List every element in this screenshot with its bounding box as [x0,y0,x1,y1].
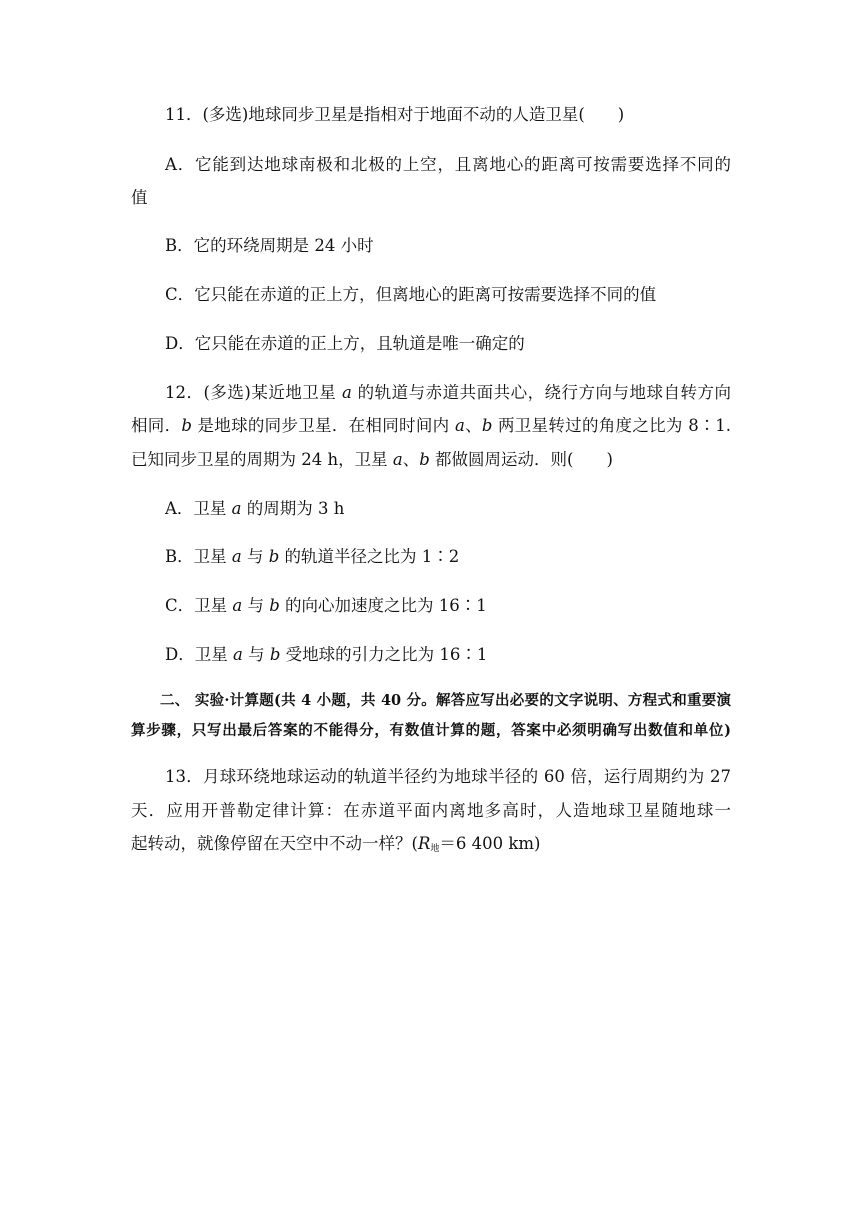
q11-option-a-line1: A．它能到达地球南极和北极的上空，且离地心的距离可按需要选择不同的 [165,155,731,174]
q12-stem-line2: 相同．b 是地球的同步卫星．在相同时间内 a、b 两卫星转过的角度之比为 8∶1. [131,416,732,435]
q13-line3: 起转动，就像停留在天空中不动一样？($R_地=6$ 400 km) [131,834,541,854]
q12-option-d: D．卫星 a 与 b 受地球的引力之比为 16∶1 [165,645,488,664]
q13-line2: 天．应用开普勒定律计算：在赤道平面内离地多高时，人造地球卫星随地球一 [131,801,731,820]
q13-line1: 13．月球环绕地球运动的轨道半径约为地球半径的 60 倍，运行周期约为 27 [165,767,731,786]
q12-stem-line1: 12．(多选)某近地卫星 a 的轨道与赤道共面共心，绕行方向与地球自转方向 [165,383,731,402]
q11-option-d: D．它只能在赤道的正上方，且轨道是唯一确定的 [165,334,525,353]
q11-stem: 11．(多选)地球同步卫星是指相对于地面不动的人造卫星( ) [165,105,625,124]
q12-option-c: C．卫星 a 与 b 的向心加速度之比为 16∶1 [165,596,487,615]
section-2-heading-line1: 二、 实验·计算题(共 4 小题，共 40 分。解答应写出必要的文字说明、方程式和重要演 [160,692,731,709]
q12-option-a: A．卫星 a 的周期为 3 h [165,499,345,518]
q11-option-a-line2: 值 [131,188,148,207]
q12-option-b: B．卫星 a 与 b 的轨道半径之比为 1∶2 [165,547,460,566]
q11-option-c: C．它只能在赤道的正上方，但离地心的距离可按需要选择不同的值 [165,285,657,304]
section-2-heading-line2: 算步骤，只写出最后答案的不能得分，有数值计算的题，答案中必须明确写出数值和单位) [131,722,731,739]
q12-stem-line3: 已知同步卫星的周期为 24 h，卫星 a、b 都做圆周运动．则( ) [131,450,613,469]
q11-option-b: B．它的环绕周期是 24 小时 [165,236,374,255]
